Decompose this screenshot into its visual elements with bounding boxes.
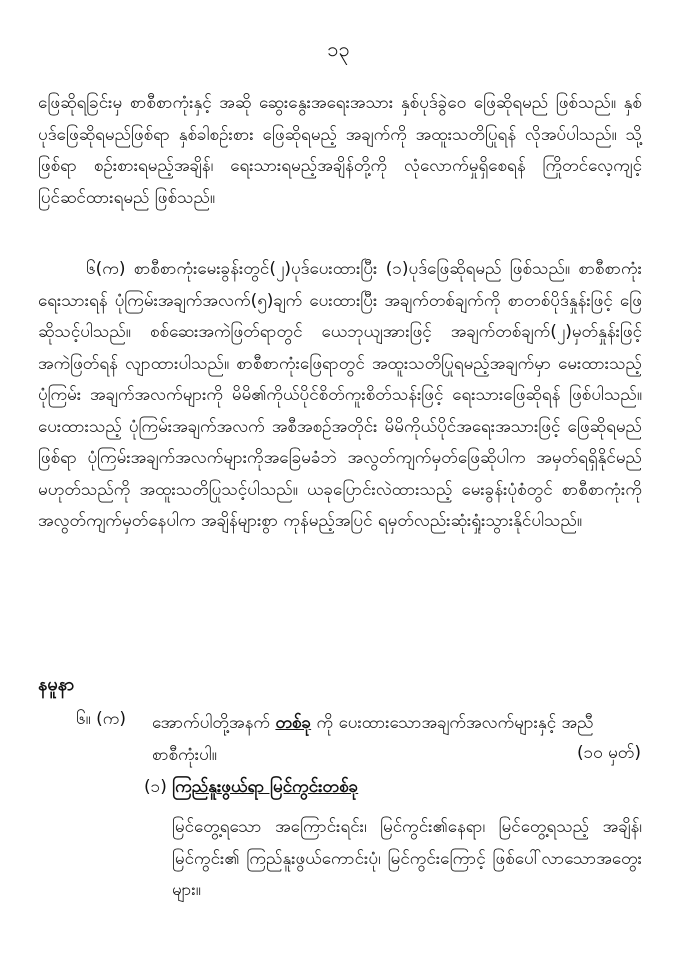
paragraph-1: ဖြေဆိုရခြင်းမှ စာစီစာကုံးနှင့် အဆို ဆွေးနွေးအရေးအသား နှစ်ပုဒ်ခွဲဝေ ဖြေဆိုရမည် ဖြစ်သည်။ နှစ်ပုဒ်ဖြေဆိုရမည်ဖြစ်ရာ နှစ်ခါစဉ်းစား ဖြေဆိုရမည့် အချက်ကို အထူးသတိပြုရန် လိုအပ်ပါသည်။ သို့ဖြစ်ရာ စဉ်းစားရမည့်အချိန်၊ ရေးသားရမည့်အချိန်တို့ကို လုံလောက်မှုရှိစေရန် ကြိုတင်လေ့ကျင့်ပြင်ဆင်ထားရမည် ဖြစ်သည်။ [38,93,642,208]
question-text-after: ကို ပေးထားသောအချက်အလက်များနှင့် အညီ စာစီကုံးပါ။ [152,713,594,765]
sample-heading: နမူနာ [38,674,75,695]
question-text-before: အောက်ပါတို့အနက် [152,713,271,733]
question-marks: (၁၀ မှတ်) [576,743,641,763]
question-text [152,708,642,771]
page-number: ၁၃ [327,37,350,61]
question-text-emphasis: တစ်ခု [275,713,312,733]
paragraph-2: ၆(က) စာစီစာကုံးမေးခွန်းတွင်(၂)ပုဒ်ပေးထားပြီး (၁)ပုဒ်ဖြေဆိုရမည် ဖြစ်သည်။ စာစီစာကုံး ရေးသားရန် ပုံကြမ်းအချက်အလက်(၅)ချက် ပေးထားပြီး အချက်တစ်ချက်ကို စာတစ်ပိုဒ်နှုန်းဖြင့် ဖြေဆိုသင့်ပါသည်။ စစ်ဆေးအကဲဖြတ်ရာတွင် ယေဘုယျအားဖြင့် အချက်တစ်ချက်(၂)မှတ်နှုန်းဖြင့် အကဲဖြတ်ရန် လျာထားပါသည်။ စာစီစာကုံးဖြေရာတွင် အထူးသတိပြုရမည့်အချက်မှာ မေးထားသည့် ပုံကြမ်း အချက်အလက်များကို မိမိ၏ကိုယ်ပိုင်စိတ်ကူးစိတ်သန်းဖြင့် ရေးသားဖြေဆိုရန် ဖြစ်ပါသည်။ ပေးထားသည့် ပုံကြမ်းအချက်အလက် အစီအစဉ်အတိုင်း မိမိကိုယ်ပိုင်အရေးအသားဖြင့် ဖြေဆိုရမည်ဖြစ်ရာ ပုံကြမ်းအချက်အလက်များကိုအခြေမခံဘဲ အလွတ်ကျက်မှတ်ဖြေဆိုပါက အမှတ်ရရှိနိုင်မည် မဟုတ်သည်ကို အထူးသတိပြုသင့်ပါသည်။ ယခုပြောင်းလဲထားသည့် မေးခွန်းပုံစံတွင် စာစီစာကုံးကို အလွတ်ကျက်မှတ်နေပါက အချိန်များစွာ ကုန်မည့်အပြင် ရမှတ်လည်းဆုံးရှုံးသွားနိုင်ပါသည်။ [38,259,642,531]
item-title-line [144,776,358,801]
item-title: ကြည်နူးဖွယ်ရာ မြင်ကွင်းတစ်ခု [172,777,359,797]
item-body: မြင်တွေ့ရသော အကြောင်းရင်း၊ မြင်ကွင်း၏နေရာ၊ မြင်တွေ့ရသည့် အချိန်၊ မြင်ကွင်း၏ ကြည်နူးဖွယ်ကောင်းပုံ၊ မြင်ကွင်းကြောင့် ဖြစ်ပေါ်လာသောအတွေးများ။ [172,817,642,900]
question-number: ၆။ (က) [76,709,127,729]
item-number: (၁) [144,777,167,797]
